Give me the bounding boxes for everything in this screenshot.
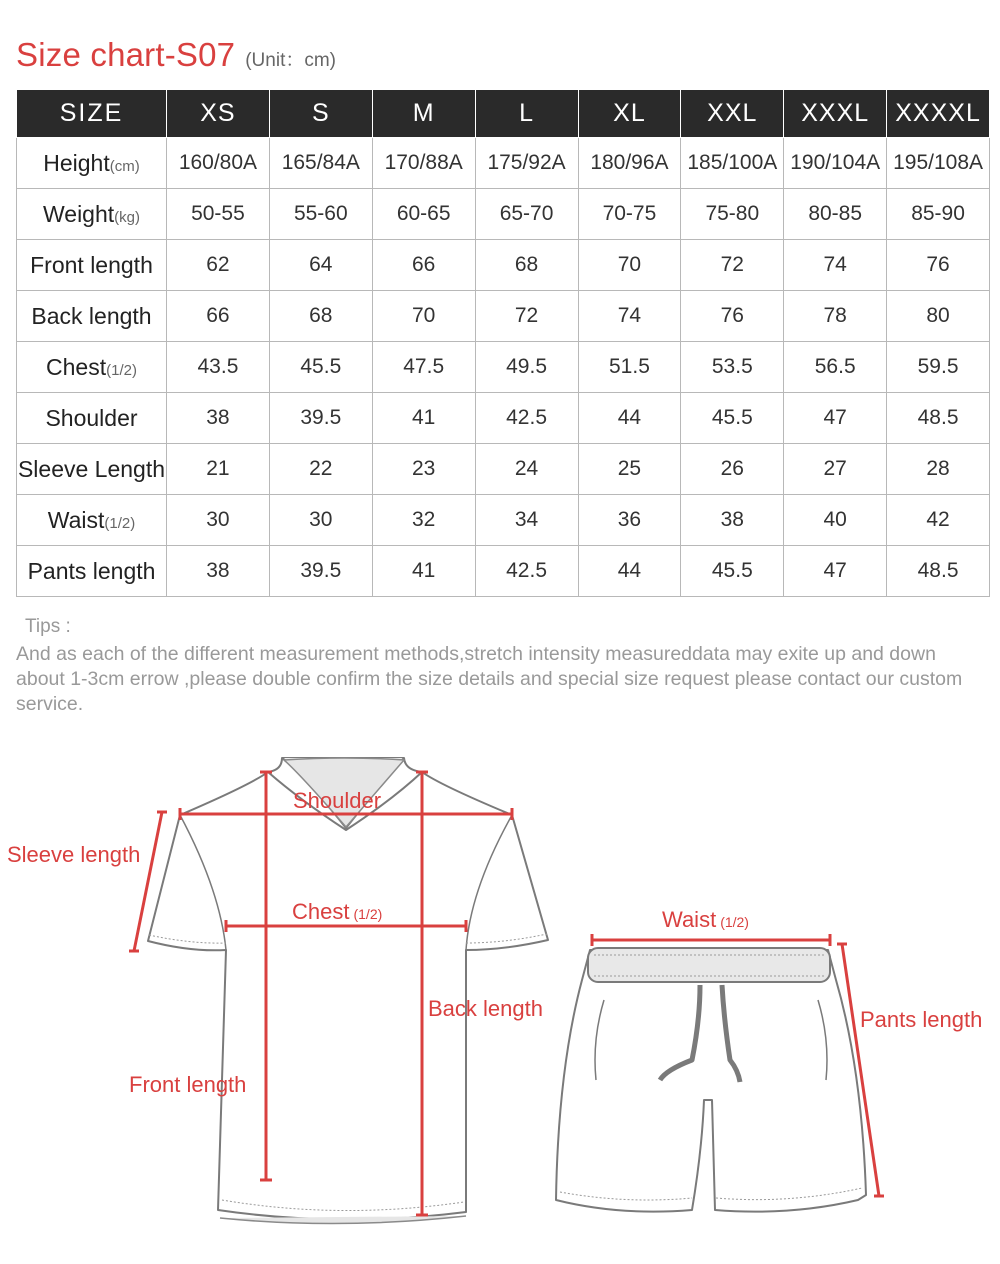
table-cell: 68 — [475, 240, 578, 291]
header-size-l: L — [475, 90, 578, 138]
table-cell: 51.5 — [578, 342, 681, 393]
table-cell: 28 — [887, 444, 990, 495]
table-row — [17, 546, 990, 597]
table-cell: 62 — [167, 240, 270, 291]
table-cell: 72 — [681, 240, 784, 291]
size-table — [16, 89, 990, 597]
table-cell: 49.5 — [475, 342, 578, 393]
row-label-suffix: (cm) — [109, 157, 140, 175]
table-cell: 160/80A — [167, 138, 270, 189]
table-cell: 32 — [372, 495, 475, 546]
table-cell: 44 — [578, 546, 681, 597]
table-cell: 21 — [167, 444, 270, 495]
table-cell: 48.5 — [887, 546, 990, 597]
table-cell: 72 — [475, 291, 578, 342]
table-cell: 180/96A — [578, 138, 681, 189]
table-cell: 47 — [784, 546, 887, 597]
table-cell: 70 — [372, 291, 475, 342]
header-size-s: S — [269, 90, 372, 138]
table-cell: 195/108A — [887, 138, 990, 189]
table-cell: 38 — [167, 546, 270, 597]
table-cell: 53.5 — [681, 342, 784, 393]
row-label — [17, 546, 167, 597]
chest-label-text: Chest — [292, 899, 350, 924]
shorts-illustration — [556, 948, 866, 1212]
sleeve-label: Sleeve length — [7, 842, 141, 867]
row-label-text: Weight — [42, 200, 115, 227]
waist-label — [662, 907, 749, 932]
table-cell: 70-75 — [578, 189, 681, 240]
table-cell: 45.5 — [681, 393, 784, 444]
table-cell: 42 — [887, 495, 990, 546]
header-size-xxxxl: XXXXL — [887, 90, 990, 138]
back-length-label: Back length — [428, 996, 543, 1021]
row-label-text: Sleeve Length — [17, 455, 166, 482]
table-row — [17, 393, 990, 444]
table-cell: 30 — [167, 495, 270, 546]
table-cell: 68 — [269, 291, 372, 342]
waist-label-text: Waist — [662, 907, 717, 932]
table-cell: 24 — [475, 444, 578, 495]
table-cell: 190/104A — [784, 138, 887, 189]
table-cell: 38 — [167, 393, 270, 444]
row-label — [17, 444, 167, 495]
table-cell: 39.5 — [269, 546, 372, 597]
row-label-text: Waist — [47, 506, 105, 533]
table-cell: 26 — [681, 444, 784, 495]
row-label — [17, 342, 167, 393]
table-cell: 30 — [269, 495, 372, 546]
table-cell: 175/92A — [475, 138, 578, 189]
table-cell: 76 — [887, 240, 990, 291]
row-label-suffix: (1/2) — [104, 514, 136, 532]
table-row — [17, 342, 990, 393]
unit-note: (Unit：cm) — [245, 50, 337, 71]
row-label-suffix: (1/2) — [106, 361, 137, 379]
pants-length-label: Pants length — [860, 1007, 983, 1032]
table-cell: 85-90 — [887, 189, 990, 240]
shoulder-label: Shoulder — [293, 788, 382, 813]
table-cell: 38 — [681, 495, 784, 546]
row-label-text: Shoulder — [45, 404, 138, 431]
table-cell: 42.5 — [475, 393, 578, 444]
table-cell: 165/84A — [269, 138, 372, 189]
table-row — [17, 444, 990, 495]
table-row — [17, 291, 990, 342]
table-cell: 41 — [372, 393, 475, 444]
row-label-text: Height — [43, 149, 110, 176]
size-header-row — [17, 90, 990, 138]
row-label — [17, 138, 167, 189]
row-label-text: Pants length — [27, 557, 156, 584]
table-cell: 80-85 — [784, 189, 887, 240]
table-row — [17, 189, 990, 240]
table-cell: 74 — [578, 291, 681, 342]
table-cell: 27 — [784, 444, 887, 495]
table-cell: 48.5 — [887, 393, 990, 444]
table-row — [17, 495, 990, 546]
table-cell: 66 — [167, 291, 270, 342]
table-cell: 70 — [578, 240, 681, 291]
page-title: Size chart-S07 — [16, 36, 236, 73]
table-cell: 40 — [784, 495, 887, 546]
row-label-text: Front length — [30, 251, 153, 278]
row-label — [17, 189, 167, 240]
table-cell: 66 — [372, 240, 475, 291]
tips-text: And as each of the different measurement methods,stretch intensity measureddata may exite up and down about 1-3cm errow ,please double confirm the size details and special size request please contact our custom service. — [16, 643, 963, 715]
table-cell: 47.5 — [372, 342, 475, 393]
table-cell: 34 — [475, 495, 578, 546]
title-row — [16, 36, 336, 80]
tshirt-illustration — [148, 758, 548, 1224]
table-cell: 185/100A — [681, 138, 784, 189]
table-cell: 55-60 — [269, 189, 372, 240]
table-cell: 43.5 — [167, 342, 270, 393]
table-cell: 23 — [372, 444, 475, 495]
table-cell: 65-70 — [475, 189, 578, 240]
row-label — [17, 495, 167, 546]
row-label-suffix: (kg) — [114, 208, 140, 226]
header-size-xxl: XXL — [681, 90, 784, 138]
row-label — [17, 393, 167, 444]
row-label — [17, 240, 167, 291]
table-row — [17, 138, 990, 189]
table-cell: 59.5 — [887, 342, 990, 393]
table-cell: 45.5 — [269, 342, 372, 393]
row-label-text: Chest — [46, 353, 107, 380]
table-cell: 170/88A — [372, 138, 475, 189]
header-size-xs: XS — [167, 90, 270, 138]
table-cell: 76 — [681, 291, 784, 342]
table-cell: 47 — [784, 393, 887, 444]
table-cell: 80 — [887, 291, 990, 342]
table-cell: 50-55 — [167, 189, 270, 240]
header-size: SIZE — [17, 90, 167, 138]
table-cell: 42.5 — [475, 546, 578, 597]
table-cell: 36 — [578, 495, 681, 546]
measurement-diagram — [0, 730, 1000, 1264]
size-table-body — [17, 138, 990, 597]
table-cell: 45.5 — [681, 546, 784, 597]
front-length-label: Front length — [129, 1072, 247, 1097]
waist-label-suffix: (1/2) — [720, 914, 749, 930]
table-cell: 44 — [578, 393, 681, 444]
chest-label-suffix: (1/2) — [353, 906, 383, 922]
table-cell: 25 — [578, 444, 681, 495]
table-cell: 78 — [784, 291, 887, 342]
table-cell: 60-65 — [372, 189, 475, 240]
header-size-m: M — [372, 90, 475, 138]
header-size-xxxl: XXXL — [784, 90, 887, 138]
table-cell: 39.5 — [269, 393, 372, 444]
tips-label: Tips : — [25, 616, 71, 637]
table-cell: 75-80 — [681, 189, 784, 240]
table-row — [17, 240, 990, 291]
table-cell: 22 — [269, 444, 372, 495]
table-cell: 41 — [372, 546, 475, 597]
row-label — [17, 291, 167, 342]
row-label-text: Back length — [31, 302, 152, 329]
header-size-xl: XL — [578, 90, 681, 138]
table-cell: 56.5 — [784, 342, 887, 393]
table-cell: 64 — [269, 240, 372, 291]
table-cell: 74 — [784, 240, 887, 291]
tips-section — [16, 614, 976, 717]
